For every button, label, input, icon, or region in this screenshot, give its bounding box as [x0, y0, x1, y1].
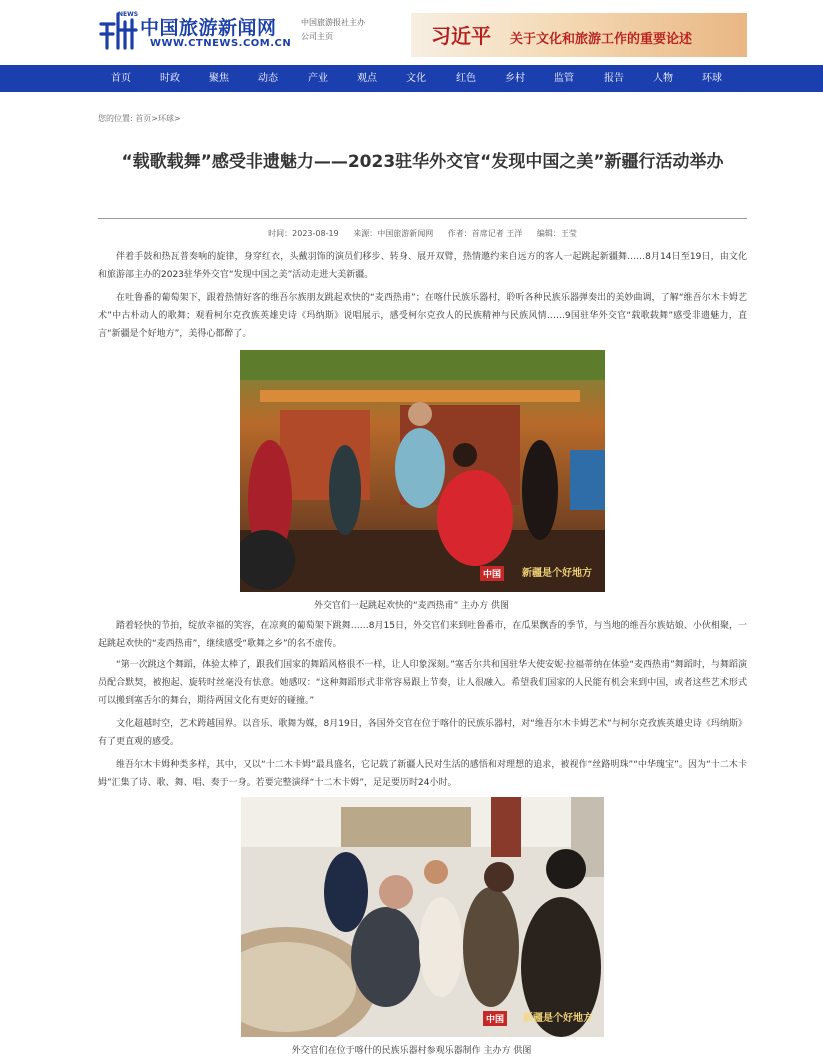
- nav-item-news[interactable]: 动态: [258, 73, 278, 84]
- nav-item-home[interactable]: 首页: [111, 73, 131, 84]
- photo1-watermark-slogan: 新疆是个好地方: [522, 568, 592, 579]
- logo-news-tag: NEWS: [118, 11, 139, 18]
- photo1-watermark-brand: 中国: [480, 566, 504, 581]
- main-nav: [0, 65, 823, 92]
- article-photo-instruments: [241, 797, 604, 1037]
- article-paragraph-4: “第一次跳这个舞蹈，体验太棒了，跟我们国家的舞蹈风格很不一样，让人印象深刻。”塞舌尔共和国驻华大使安妮·拉福蒂纳在体验“麦西热甫”舞蹈时，与舞蹈演员配合默契，被抱起、旋转时丝毫没有怯意。她感叹：“这种舞蹈形式非常容易跟上节奏，让人很融入。希望我们国家的人民能有机会来到中国，或者这些艺术形式可以搬到塞舌尔的舞台，期待两国文化有更好的碰撞。”: [98, 660, 747, 706]
- article-editor: 编辑：王莹: [536, 229, 577, 238]
- nav-item-regulation[interactable]: 监管: [554, 73, 574, 84]
- nav-item-industry[interactable]: 产业: [308, 73, 328, 84]
- photo1-caption: 外交官们一起跳起欢快的“麦西热甫” 主办方 供图: [313, 601, 510, 611]
- article-paragraph-1: 伴着手鼓和热瓦普奏响的旋律，身穿红衣，头戴羽饰的演员们移步、转身、展开双臂，热情邀约来自远方的客人一起跳起新疆舞……8月14日至19日，由文化和旅游部主办的2023驻华外交官“发现中国之美”活动走进大美新疆。: [98, 252, 747, 280]
- header-banner[interactable]: [411, 13, 747, 57]
- nav-item-people[interactable]: 人物: [653, 73, 673, 84]
- instrument-photo-image: [241, 797, 604, 1037]
- nav-item-culture[interactable]: 文化: [406, 73, 426, 84]
- nav-item-report[interactable]: 报告: [604, 73, 624, 84]
- site-header: [0, 0, 823, 64]
- photo2-caption: 外交官们在位于喀什的民族乐器村参观乐器制作 主办方 供图: [291, 1046, 532, 1056]
- article-paragraph-6: 维吾尔木卡姆种类多样，其中，又以“十二木卡姆”最具盛名，它记载了新疆人民对生活的感悟和对理想的追求，被视作“丝路明珠”“中华瑰宝”。因为“十二木卡姆”汇集了诗、歌、舞、唱、奏于一身。若要完整演绎“十二木卡姆”，足足要历时24小时。: [98, 760, 747, 788]
- article-time: 时间：2023-08-19: [268, 229, 339, 238]
- article-author: 作者：首席记者 王洋: [447, 229, 523, 238]
- breadcrumb[interactable]: 您的位置: 首页>环球>: [98, 114, 181, 123]
- article-paragraph-3: 踏着轻快的节拍，绽放幸福的笑容，在凉爽的葡萄架下跳舞……8月15日，外交官们来到吐鲁番市，在瓜果飘香的季节，与当地的维吾尔族姑娘、小伙相聚，一起跳起欢快的“麦西热甫”，继续感受“歌舞之乡”的名不虚传。: [98, 621, 747, 649]
- banner-text: 关于文化和旅游工作的重要论述: [510, 32, 693, 47]
- site-logo[interactable]: [98, 10, 298, 54]
- article-meta: [98, 228, 747, 239]
- article-photo-dance: [240, 350, 605, 592]
- photo2-watermark-slogan: 新疆是个好地方: [523, 1013, 593, 1024]
- org-publisher: 中国旅游报社主办: [301, 18, 365, 27]
- nav-item-red[interactable]: 红色: [456, 73, 476, 84]
- title-divider: [98, 218, 747, 219]
- banner-name: 习近平: [431, 24, 491, 48]
- logo-site-url: WWW.CTNEWS.COM.CN: [150, 38, 292, 49]
- nav-item-focus[interactable]: 聚焦: [209, 73, 229, 84]
- org-info: [301, 16, 365, 44]
- article-source: 来源：中国旅游新闻网: [353, 229, 434, 238]
- article-title: “载歌载舞”感受非遗魅力——2023驻华外交官“发现中国之美”新疆行活动举办: [121, 152, 724, 172]
- article-paragraph-5: 文化超越时空，艺术跨越国界。以音乐、歌舞为媒，8月19日，各国外交官在位于喀什的民族乐器村，对“维吾尔木卡姆艺术”与柯尔克孜族英雄史诗《玛纳斯》有了更直观的感受。: [98, 719, 747, 747]
- photo2-watermark-brand: 中国: [483, 1011, 507, 1026]
- logo-site-name: 中国旅游新闻网: [140, 17, 277, 39]
- article-paragraph-2: 在吐鲁番的葡萄架下，跟着热情好客的维吾尔族朋友跳起欢快的“麦西热甫”；在喀什民族乐器村，聆听各种民族乐器弹奏出的美妙曲调，了解“维吾尔木卡姆艺术”中古朴动人的歌舞；观看柯尔克孜族英雄史诗《玛纳斯》说唱展示，感受柯尔克孜人的民族精神与民族风情……9国驻华外交官“载歌载舞”感受非遗魅力，直言“新疆是个好地方”，美得心都醉了。: [98, 293, 747, 339]
- nav-item-opinion[interactable]: 观点: [357, 73, 377, 84]
- nav-item-rural[interactable]: 乡村: [505, 73, 525, 84]
- org-homepage-link[interactable]: 公司主页: [301, 32, 333, 41]
- nav-item-global[interactable]: 环球: [702, 73, 722, 84]
- nav-item-politics[interactable]: 时政: [160, 73, 180, 84]
- dance-photo-image: [240, 350, 605, 592]
